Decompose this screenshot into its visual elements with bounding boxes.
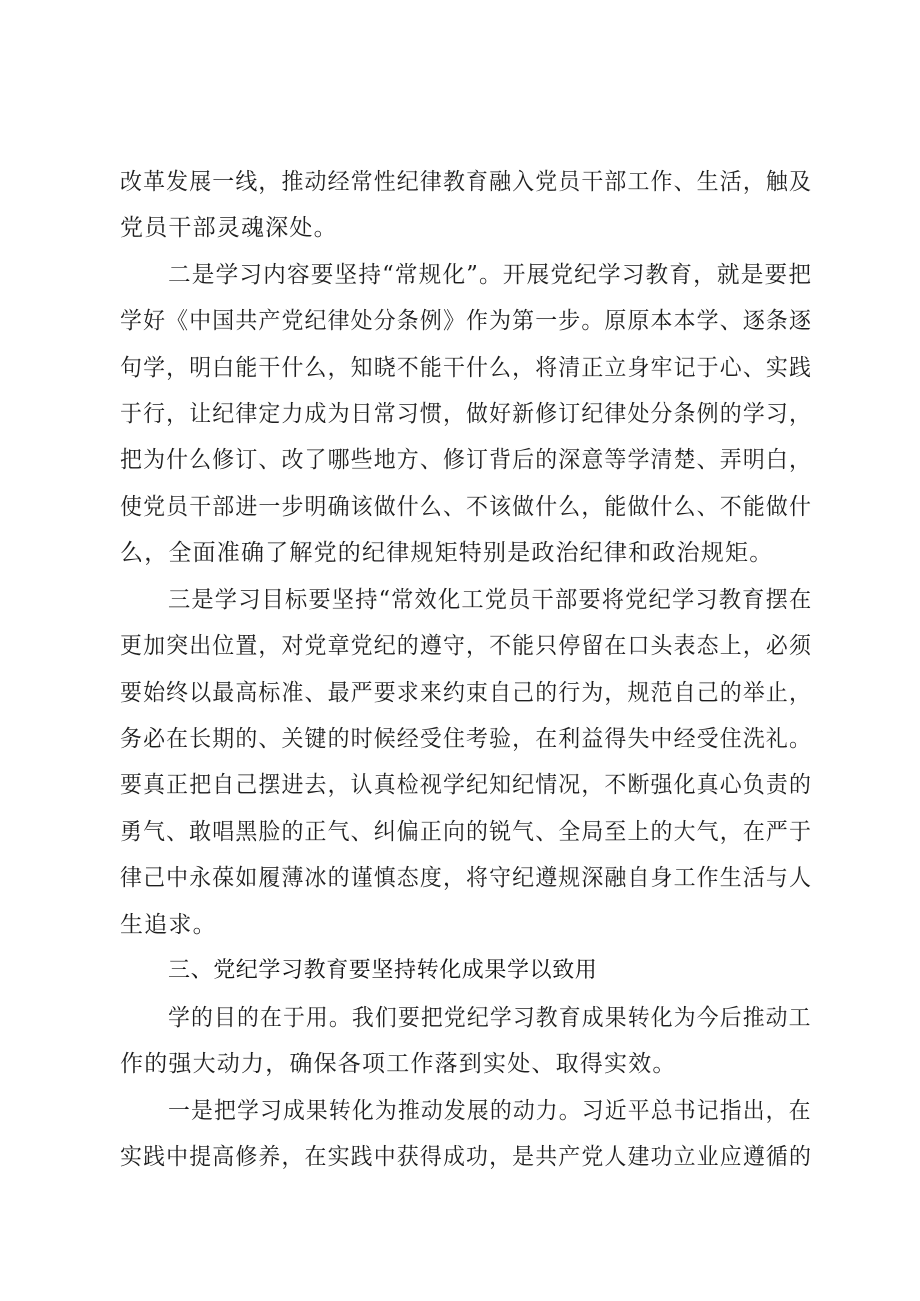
text-line: 把为什么修订、改了哪些地方、修订背后的深意等学清楚、弄明白， xyxy=(120,447,813,473)
text-line: 生追求。 xyxy=(120,912,217,938)
paragraph-first-line: 三是学习目标要坚持“常效化工党员干部要将党纪学习教育摆在 xyxy=(168,587,813,613)
text-line: 作的强大动力，确保各项工作落到实处、取得实效。 xyxy=(120,1051,677,1077)
text-line: 句学，明白能干什么，知晓不能干什么，将清正立身牢记于心、实践 xyxy=(120,355,813,381)
paragraph-first-line: 一是把学习成果转化为推动发展的动力。习近平总书记指出，在 xyxy=(168,1098,812,1124)
text-line: 改革发展一线，推动经常性纪律教育融入党员干部工作、生活，触及 xyxy=(120,169,813,195)
text-line: 要真正把自己摆进去，认真检视学纪知纪情况，不断强化真心负责的 xyxy=(120,772,813,798)
paragraph-first-line: 学的目的在于用。我们要把党纪学习教育成果转化为今后推动工 xyxy=(168,1005,812,1031)
text-line: 勇气、敢唱黑脸的正气、纠偏正向的锐气、全局至上的大气，在严于 xyxy=(120,819,813,845)
section-heading: 三、党纪学习教育要坚持转化成果学以致用 xyxy=(168,958,598,983)
text-line: 实践中提高修养，在实践中获得成功，是共产党人建功立业应遵循的 xyxy=(120,1144,813,1170)
text-line: 务必在长期的、关键的时候经受住考验，在利益得失中经受住洗礼。 xyxy=(120,726,813,752)
text-line: 更加突出位置，对党章党纪的遵守，不能只停留在口头表态上，必须 xyxy=(120,633,813,659)
text-line: 么，全面准确了解党的纪律规矩特别是政治纪律和政治规矩。 xyxy=(120,540,774,566)
text-line: 党员干部灵魂深处。 xyxy=(120,215,338,241)
text-line: 学好《中国共产党纪律处分条例》作为第一步。原原本本学、逐条逐 xyxy=(120,308,813,334)
text-line: 于行，让纪律定力成为日常习惯，做好新修订纪律处分条例的学习， xyxy=(120,401,813,427)
text-line: 律己中永葆如履薄冰的谨慎态度，将守纪遵规深融自身工作生活与人 xyxy=(120,865,813,891)
text-line: 要始终以最高标准、最严要求来约束自己的行为，规范自己的举止， xyxy=(120,680,813,706)
paragraph-first-line: 二是学习内容要坚持“常规化”。开展党纪学习教育，就是要把 xyxy=(168,262,813,288)
text-line: 使党员干部进一步明确该做什么、不该做什么，能做什么、不能做什 xyxy=(120,494,813,520)
